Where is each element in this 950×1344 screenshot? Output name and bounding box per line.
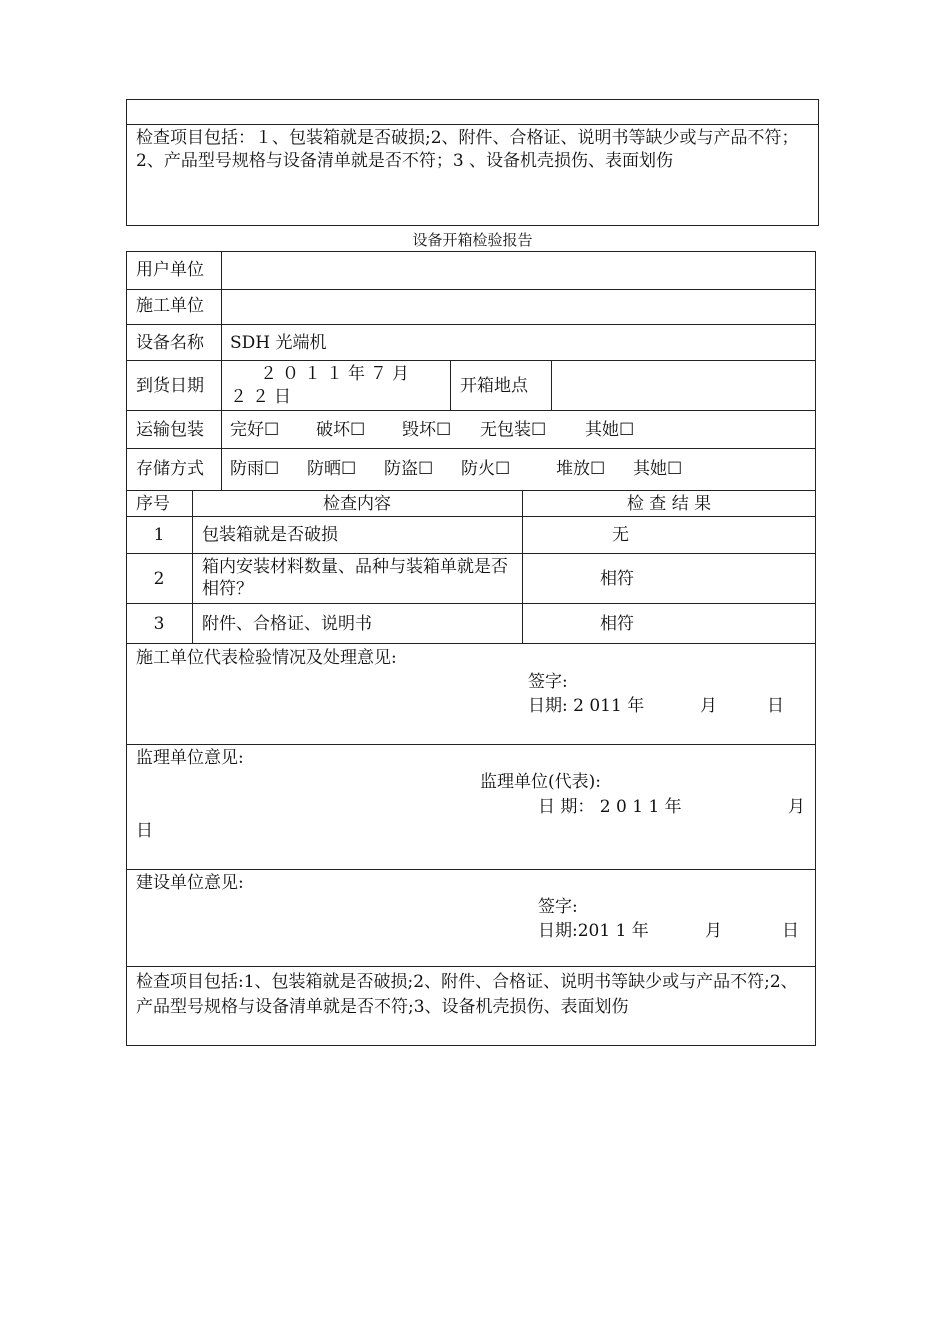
arrival-date-value[interactable]: ２０１１年７月 ２２日 [230, 364, 414, 407]
row-3-no: 3 [153, 614, 165, 634]
construction-opinion-label: 施工单位代表检验情况及处理意见: [136, 648, 397, 668]
top-note-divider [126, 124, 819, 125]
row-3-result: 相符 [600, 614, 634, 634]
storage-option-other[interactable]: 其她☐ [633, 459, 683, 479]
label-column-divider [221, 251, 222, 491]
transport-option-intact[interactable]: 完好☐ [230, 420, 280, 440]
device-name-label: 设备名称 [136, 333, 204, 353]
transport-option-no-package[interactable]: 无包装☐ [480, 420, 547, 440]
transport-option-other[interactable]: 其她☐ [585, 420, 635, 440]
storage-option-fire[interactable]: 防火☐ [461, 459, 511, 479]
device-name-value[interactable]: SDH 光端机 [230, 333, 327, 353]
report-title: 设备开箱检验报告 [412, 231, 533, 249]
builder-date-day: 日 [782, 921, 799, 941]
construction-sign-label: 签字: [528, 672, 568, 692]
row-2-no: 2 [153, 569, 165, 589]
row-2-result: 相符 [600, 569, 634, 589]
bottom-note-text: 检查项目包括:1、包装箱就是否破损;2、附件、合格证、说明书等缺少或与产品不符;2、产品型号规格与设备清单就是否不符;3、设备机壳损伤、表面划伤 [136, 972, 798, 1017]
supervision-date-label: 日 期： 2 0 1 1 年 [538, 797, 682, 817]
row-3-content: 附件、合格证、说明书 [202, 614, 372, 634]
header-content: 检查内容 [323, 494, 391, 514]
user-unit-label: 用户单位 [136, 260, 204, 280]
supervision-rep-label: 监理单位(代表): [480, 772, 601, 792]
supervision-date-month: 月 [788, 797, 805, 817]
row-1-content: 包装箱就是否破损 [202, 525, 338, 545]
construction-unit-label: 施工单位 [136, 296, 204, 316]
construction-date-day: 日 [767, 696, 784, 716]
header-result: 检 查 结 果 [626, 494, 712, 514]
row-2-content: 箱内安装材料数量、品种与装箱单就是否相符？ [202, 557, 508, 599]
header-no: 序号 [136, 494, 170, 514]
storage-option-theft[interactable]: 防盗☐ [384, 459, 434, 479]
construction-date-month: 月 [700, 696, 717, 716]
transport-option-destroyed[interactable]: 毁坏☐ [402, 420, 452, 440]
storage-option-stack[interactable]: 堆放☐ [556, 459, 606, 479]
storage-label: 存储方式 [136, 459, 204, 479]
builder-date-label: 日期:201 1 年 [538, 921, 649, 941]
builder-sign-label: 签字: [538, 897, 578, 917]
construction-date-label: 日期: 2 011 年 [528, 696, 645, 716]
row-1-no: 1 [153, 525, 165, 545]
builder-opinion-label: 建设单位意见: [136, 873, 244, 893]
storage-option-rain[interactable]: 防雨☐ [230, 459, 280, 479]
arrival-date-label: 到货日期 [136, 376, 204, 396]
builder-date-month: 月 [705, 921, 722, 941]
row-1-result: 无 [612, 525, 629, 545]
top-note-text: 检查项目包括：１、包装箱就是否破损;2、附件、合格证、说明书等缺少或与产品不符；2、产品型号规格与设备清单就是否不符；3 、设备机壳损伤、表面划伤 [136, 128, 799, 171]
transport-label: 运输包装 [136, 420, 204, 440]
storage-option-sun[interactable]: 防晒☐ [307, 459, 357, 479]
supervision-opinion-label: 监理单位意见: [136, 748, 244, 768]
transport-option-broken[interactable]: 破坏☐ [316, 420, 366, 440]
opening-place-label: 开箱地点 [460, 376, 528, 396]
supervision-date-day: 日 [136, 821, 153, 841]
